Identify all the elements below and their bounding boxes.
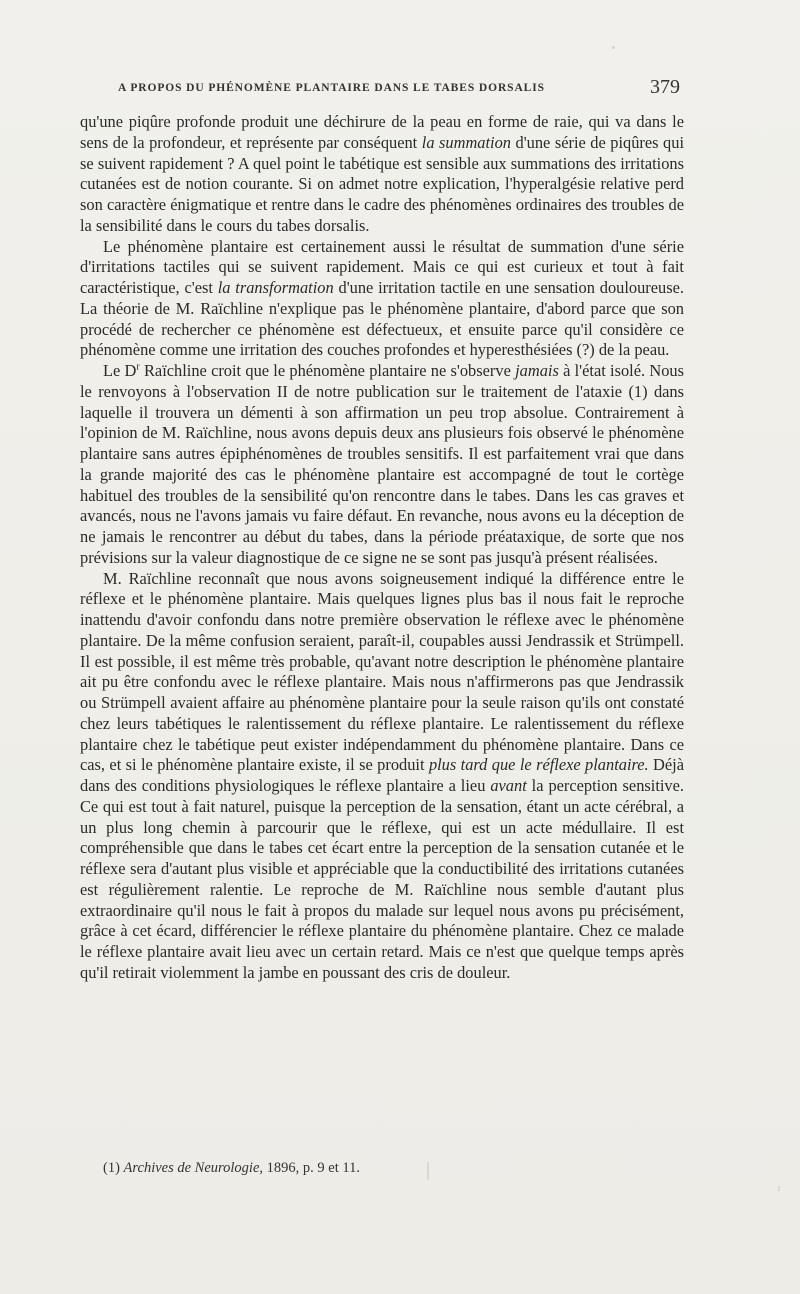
italic-emphasis: avant: [490, 776, 527, 795]
text-run: la perception sensitive. Ce qui est tout à fait naturel, puisque la perception de la sensation, étant un acte cérébral, a un plus long chemin à parcourir que le réflexe, qui est un acte médullaire. Il est compréhensible que dans le tabes cet écart entre la perception de la sensation cutanée et le réflexe sera d'autant plus visible et appréciable que la conductibilité des irritations cutanées est régulièrement ralentie. Le reproche de M. Raïchline nous semble d'autant plus extraordinaire qu'il nous le fait à propos du malade sur lequel nous avons pu précisément, grâce à cet écard, différencier le réflexe plantaire du phénomène plantaire. Chez ce malade le réflexe plantaire avait lieu avec un certain retard. Mais ce n'est que quelque temps après qu'il retirait violemment la jambe en poussant des cris de douleur.: [80, 776, 684, 982]
text-run: d'une série de piqûres qui se suivent rapidement ? A quel point le tabétique est sensible aux summations des irritations cutanées est de notion courante. Si on admet notre explication, l'hyperalgésie relative perd son caractère énigmatique et rentre dans le cadre des phénomènes ordinaires des troubles de la sensibilité dans le cours du tabes dorsalis.: [80, 132, 684, 235]
italic-emphasis: la summation: [421, 132, 511, 152]
text-run: Déjà dans des conditions physiologiques le réflexe plantaire a lieu: [80, 755, 684, 795]
paragraph: [80, 237, 684, 362]
footnote-journal-title: Archives de Neurologie,: [123, 1160, 264, 1176]
text-run: Raïchline croit que le phénomène plantaire ne s'observe: [139, 361, 516, 380]
footnote-details: 1896, p. 9 et 11.: [266, 1160, 360, 1176]
paragraph: [80, 569, 684, 984]
italic-emphasis: la transformation: [217, 278, 334, 297]
footnotes: [103, 1158, 603, 1178]
text-run: qu'une piqûre profonde produit une déchirure de la peau en forme de raie, qui va dans le sens de la profondeur, et représente par conséquent: [80, 112, 684, 152]
text-run: Le phénomène plantaire est certainement aussi le résultat de summation d'une série d'irritations tactiles qui se suivent rapidement. Mais ce qui est curieux et tout à fait caractéristique, c'est: [80, 236, 684, 297]
page-speck: [778, 1186, 780, 1191]
text-run: Le D: [103, 361, 137, 380]
footnote-marker: (1): [103, 1160, 120, 1176]
body-text: [80, 112, 684, 984]
text-run: d'une irritation tactile en une sensation douloureuse. La théorie de M. Raïchline n'explique pas le phénomène plantaire, d'abord parce que son procédé de rechercher ce phénomène est défectueux, et ensuite parce qu'il considère ce phénomène comme une irritation des couches profondes et hyperesthésiées (?) de la peau.: [80, 278, 684, 360]
superscript: r: [136, 361, 140, 373]
text-run: à l'état isolé. Nous le renvoyons à l'observation II de notre publication sur le traitement de l'ataxie (1) dans laquelle il trouvera un démenti à son affirmation un peu trop absolue. Contrairement à l'opinion de M. Raïchline, nous avons depuis deux ans plusieurs fois observé le phénomène plantaire sans autres épiphénomènes de troubles sensitifs. Il est parfaitement vrai que dans la grande majorité des cas le phénomène plantaire est accompagné de tout le cortège habituel des troubles de la sensibilité qu'on rencontre dans le tabes. Dans les cas graves et avancés, nous ne l'avons jamais vu faire défaut. En revanche, nous avons eu la déception de ne jamais le rencontrer au début du tabes, dans la période préataxique, de sorte que nos prévisions sur la valeur diagnostique de ce signe ne se sont pas jusqu'à présent réalisées.: [80, 361, 684, 567]
italic-emphasis: plus tard que le réflexe plantaire.: [428, 755, 649, 775]
page-speck: [612, 46, 615, 49]
paragraph: [80, 361, 684, 569]
italic-emphasis: jamais: [515, 361, 559, 380]
running-header: [118, 76, 682, 100]
page-number: 379: [650, 76, 680, 98]
paragraph: [80, 112, 684, 237]
running-title: A PROPOS DU PHÉNOMÈNE PLANTAIRE DANS LE TABES DORSALIS: [118, 82, 545, 94]
text-run: M. Raïchline reconnaît que nous avons soigneusement indiqué la différence entre le réflexe et le phénomène plantaire. Mais quelques lignes plus bas il nous fait le reproche inattendu d'avoir confondu dans notre première observation le réflexe avec le phénomène plantaire. De la même confusion seraient, paraît-il, coupables aussi Jendrassik et Strümpell. Il est possible, il est même très probable, qu'avant notre description le phénomène plantaire ait pu être confondu avec le réflexe plantaire. Mais nous n'affirmerons pas que Jendrassik ou Strümpell avaient affaire au phénomène plantaire pour la seule raison qu'ils ont constaté chez leurs tabétiques le ralentissement du réflexe plantaire. Le ralentissement du réflexe plantaire chez le tabétique peut exister indépendamment du phénomène plantaire. Dans ce cas, et si le phénomène plantaire existe, il se produit: [80, 568, 684, 775]
